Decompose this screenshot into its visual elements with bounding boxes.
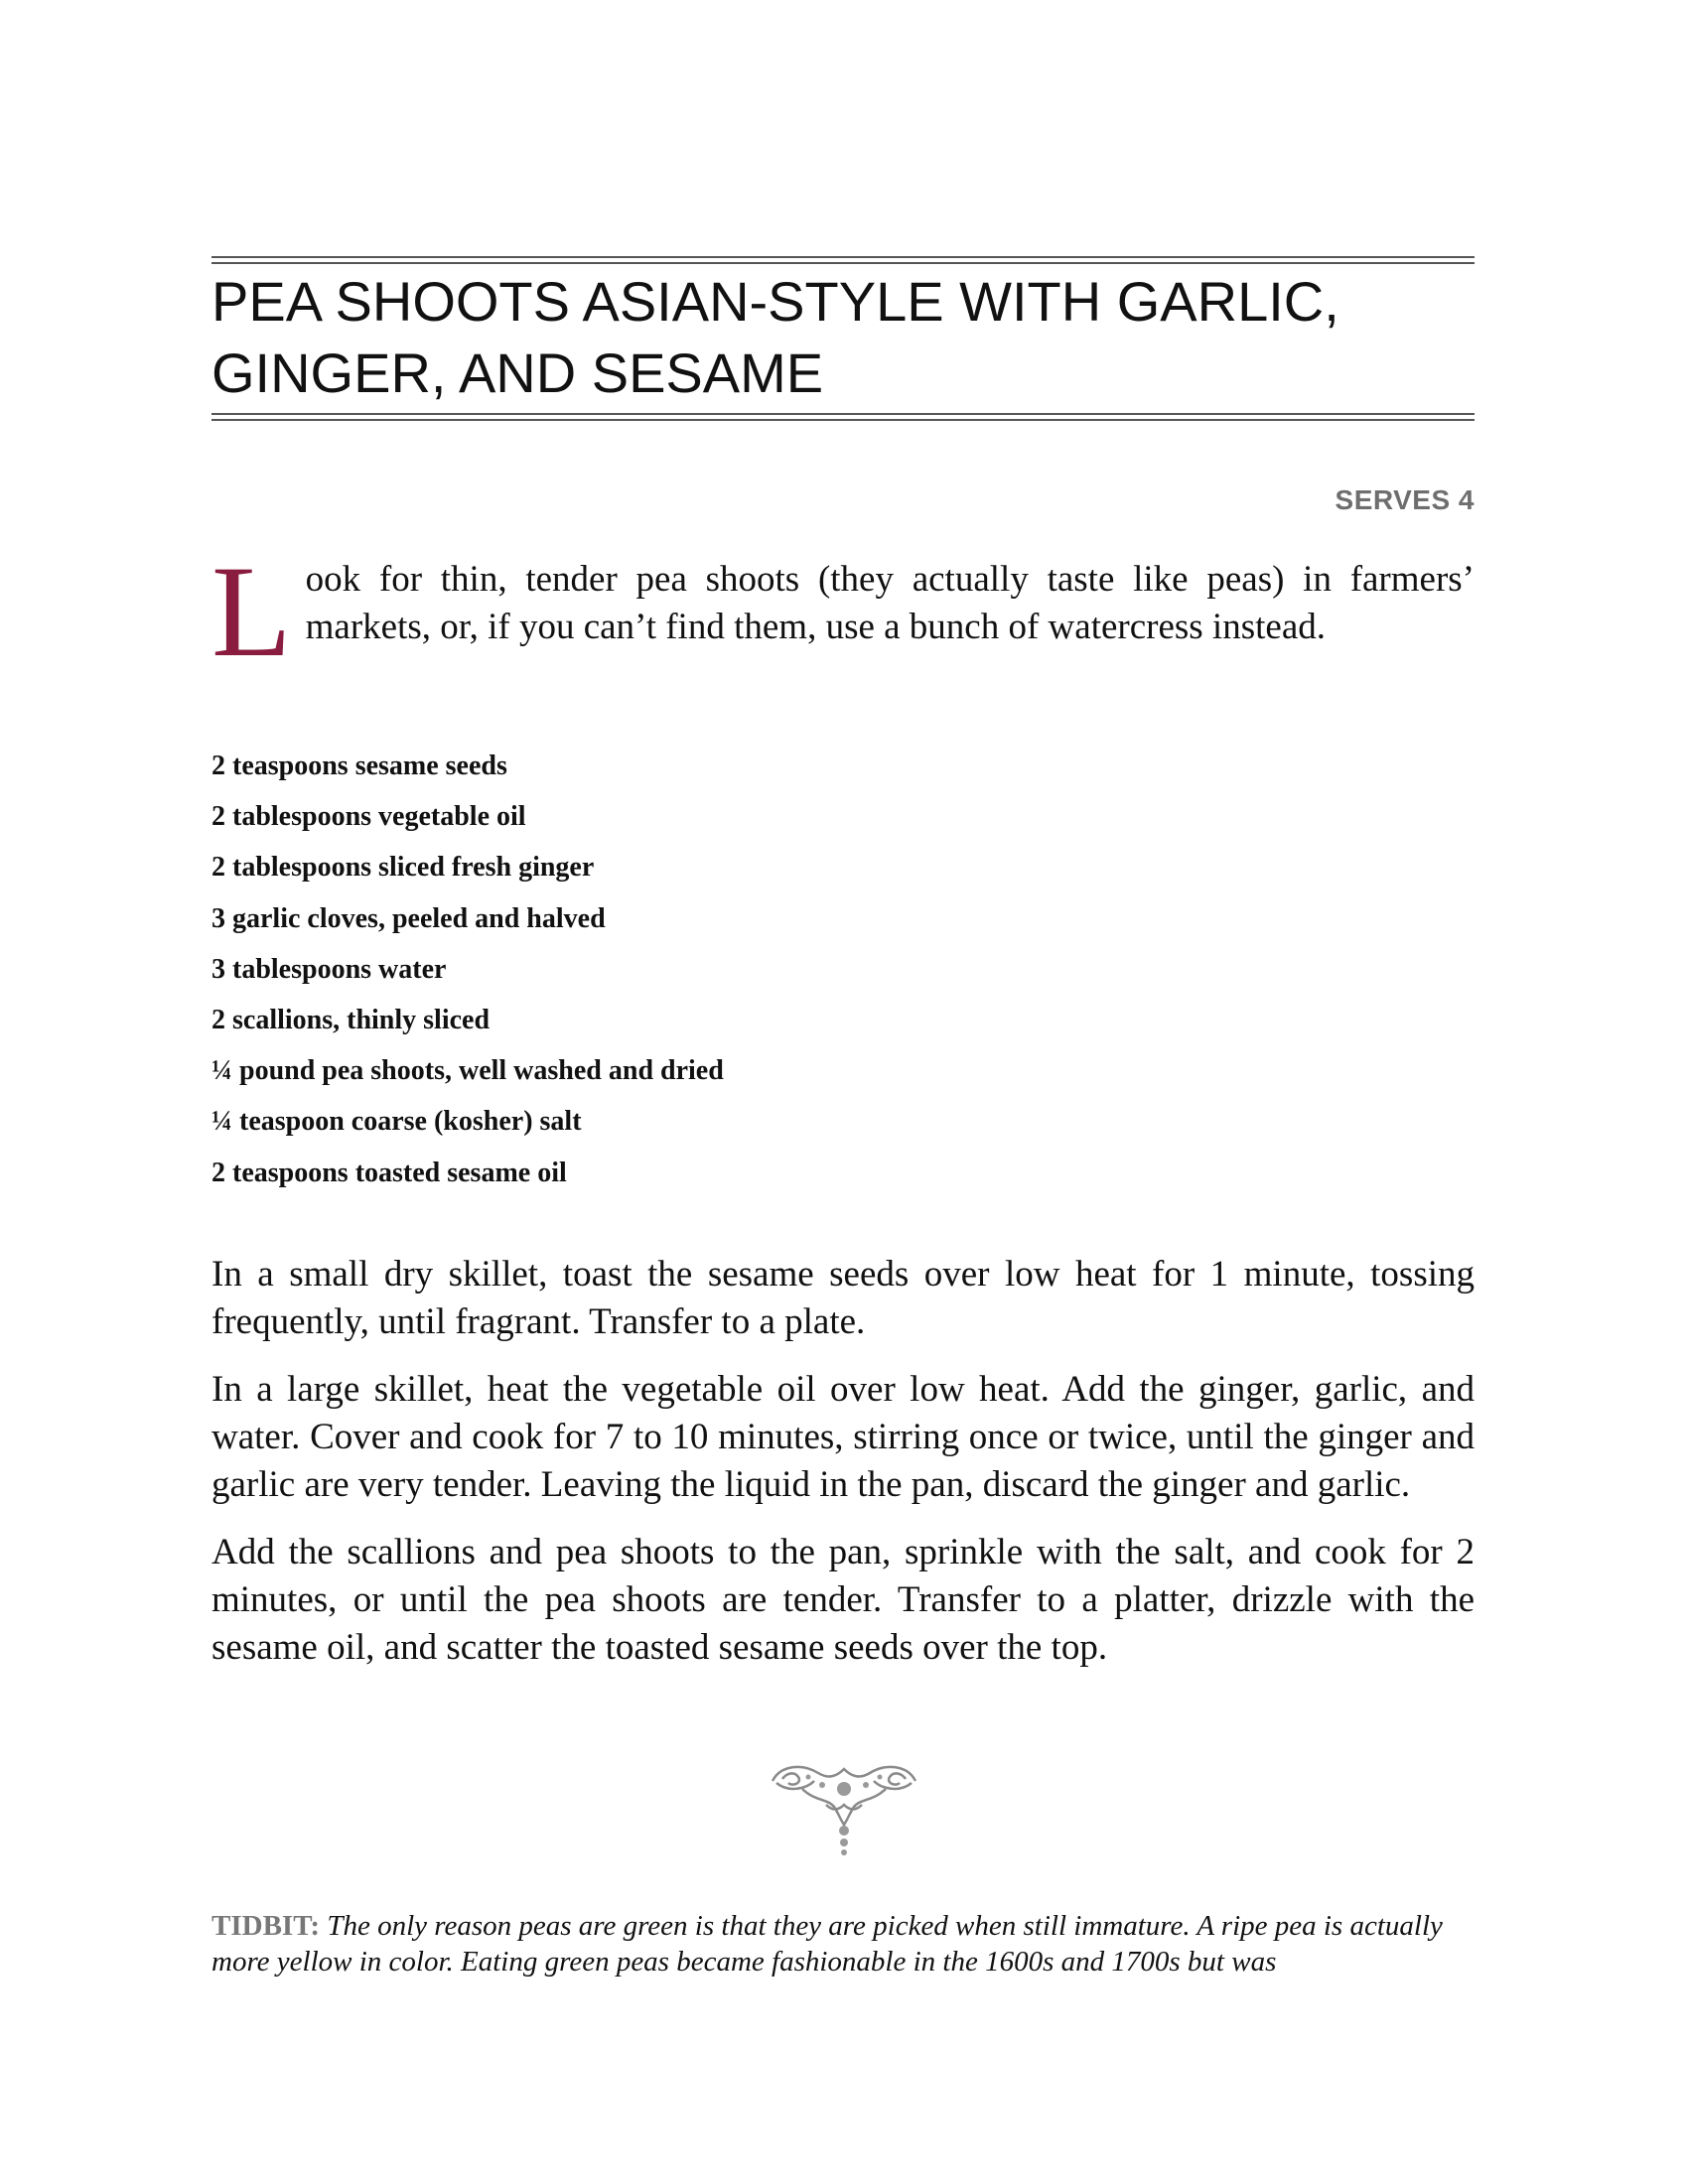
tidbit-note (211, 1908, 1475, 1979)
recipe-title (211, 266, 1475, 409)
method-step: Add the scallions and pea shoots to the pan, sprinkle with the salt, and cook for 2 minutes, or until the pea shoots are tender. Transfer to a platter, drizzle with the sesame oil, and scatter the toasted sesame seeds over the top. (211, 1532, 1475, 1668)
title-bottom-rule-inner (211, 413, 1475, 415)
recipe-title-line2: GINGER, AND SESAME (211, 341, 824, 404)
serves-label: SERVES 4 (1335, 484, 1475, 515)
ingredient-item: 3 garlic cloves, peeled and halved (211, 902, 606, 934)
title-top-rule (211, 256, 1475, 258)
ingredient-item: 2 scallions, thinly sliced (211, 1004, 491, 1035)
ingredient-item: ¼ teaspoon coarse (kosher) salt (211, 1106, 582, 1138)
decorative-flourish-icon (763, 1759, 925, 1858)
method-step: In a small dry skillet, toast the sesame seeds over low heat for 1 minute, tossing frequently, until fragrant. Transfer to a plate. (211, 1254, 1475, 1342)
ingredient-item: 3 tablespoons water (211, 953, 447, 985)
intro-text: ook for thin, tender pea shoots (they actually taste like peas) in farmers’ markets, or, if you can’t find them, use a bunch of watercress instead. (305, 559, 1475, 647)
drop-cap: L (211, 538, 292, 684)
recipe-title-line1: PEA SHOOTS ASIAN-STYLE WITH GARLIC, (211, 270, 1339, 333)
ingredient-item: 2 tablespoons vegetable oil (211, 801, 526, 833)
tidbit-text: The only reason peas are green is that they are picked when still immature. A ripe pea is actually more yellow in color. Eating green peas became fashionable in the 1600s and 1700s but was (211, 1910, 1443, 1978)
ingredient-item: ¼ pound pea shoots, well washed and dried (211, 1055, 724, 1087)
title-bottom-rule (211, 419, 1475, 421)
tidbit-label: TIDBIT: (211, 1910, 321, 1942)
intro-paragraph (211, 538, 1475, 684)
ingredient-item: 2 teaspoons sesame seeds (211, 751, 507, 781)
method-steps (211, 1251, 1475, 1692)
title-top-rule-inner (211, 262, 1475, 264)
ingredient-item: 2 tablespoons sliced fresh ginger (211, 852, 595, 884)
ingredient-item: 2 teaspoons toasted sesame oil (211, 1157, 567, 1188)
ingredients-list (211, 747, 724, 1204)
method-step: In a large skillet, heat the vegetable oil over low heat. Add the ginger, garlic, and water. Cover and cook for 7 to 10 minutes, stirring once or twice, until the ginger and garlic are very tender. Leaving the liquid in the pan, discard the ginger and garlic. (211, 1369, 1475, 1505)
